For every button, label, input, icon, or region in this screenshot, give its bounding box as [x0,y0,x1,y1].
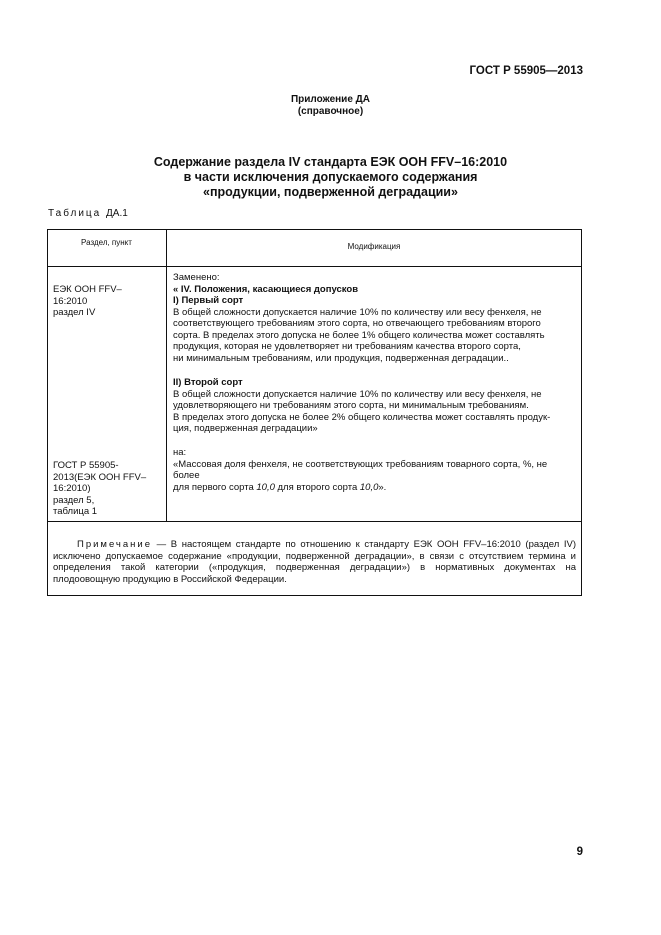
left-cell-line: 2013(ЕЭК ООН FFV– [53,471,147,483]
left-cell-line: таблица 1 [53,506,98,517]
appendix-subtitle: (справочное) [297,106,364,117]
left-cell-target [53,460,146,518]
left-cell-line: ГОСТ Р 55905- [53,460,119,471]
second-grade-line: удовлетворяющего ни требованиям этого сорта, ни минимальным требованиям. [173,400,529,411]
first-grade-heading: I) Первый сорт [173,295,244,306]
modification-replaced-block [173,272,575,364]
left-cell-line: 16:2010 [53,295,88,307]
note-text: — В настоящем стандарте по отношению к стандарту ЕЭК ООН FFV–16:2010 (раздел IV) исключено допускаемое содержание «продукции, подверженной деградации», в связи с отсутствием термина и определения такой категории («продукция, подверженная деградации») в нормативных документах на плодоовощную продукцию в Российской Федерации. [53,539,576,585]
replacement-block [173,447,575,493]
section-heading: « IV. Положения, касающиеся допусков [173,283,359,295]
page-title-line-1: Содержание раздела IV стандарта ЕЭК ООН FFV–16:2010 [153,155,508,169]
page-title-line-3: «продукции, подверженной деградации» [203,185,458,199]
column-header-section: Раздел, пункт [81,238,132,247]
second-grade-line: ция, подверженная деградации» [173,423,318,434]
left-cell-line: ЕЭК ООН FFV– [53,284,122,295]
first-grade-line: продукция, которая не удовлетворяет ни требованиям качества второго сорта, [173,341,521,352]
appendix-heading [0,94,661,118]
replacement-text: для первого сорта [173,481,257,493]
first-grade-line: сорта. В пределах этого допуска не более 1% общего количества может составлять [173,329,545,341]
table-caption [48,208,128,219]
first-grade-line: соответствующего требованиям этого сорта, но отвечающего требованиям второго [173,318,541,329]
left-cell-line: 16:2010) [53,483,91,494]
left-cell-source [53,284,122,319]
second-grade-block [173,377,575,435]
first-grade-line: ни минимальным требованиям, или продукция, подверженная деградации.. [173,352,509,364]
page-title-line-2: в части исключения допускаемого содержания [183,170,478,184]
second-grade-line: В общей сложности допускается наличие 10% по количеству или весу фенхеля, не [173,388,542,400]
second-grade-heading: II) Второй сорт [173,377,243,388]
left-cell-line: раздел IV [53,307,96,318]
second-grade-line: В пределах этого допуска не более 2% общего количества может составлять продук- [173,411,551,423]
replacement-line: «Массовая доля фенхеля, не соответствующих требованиям товарного сорта, %, не [173,458,548,470]
replacement-line: более [173,470,200,481]
appendix-title: Приложение ДА [290,94,371,105]
replacement-line-last [173,482,575,494]
to-label: на: [173,447,187,458]
column-divider [166,229,167,521]
page-title [0,155,661,200]
note-divider [47,521,582,522]
first-grade-line: В общей сложности допускается наличие 10% по количеству или весу фенхеля, не [173,306,542,318]
header-divider [47,266,582,267]
standard-id: ГОСТ Р 55905—2013 [469,65,583,77]
replacement-text: ». [378,481,387,493]
replaced-label: Заменено: [173,272,220,283]
left-cell-line: раздел 5, [53,494,95,506]
column-header-modification: Модификация [347,242,401,251]
second-grade-value: 10,0 [359,481,379,493]
note-label: Примечание [77,539,152,550]
table-caption-number: ДА.1 [106,208,128,219]
replacement-text: для второго сорта [274,481,360,493]
table-note [53,539,576,585]
table-caption-word: Таблица [48,208,102,219]
page-number: 9 [576,846,583,858]
first-grade-value: 10,0 [256,481,275,493]
